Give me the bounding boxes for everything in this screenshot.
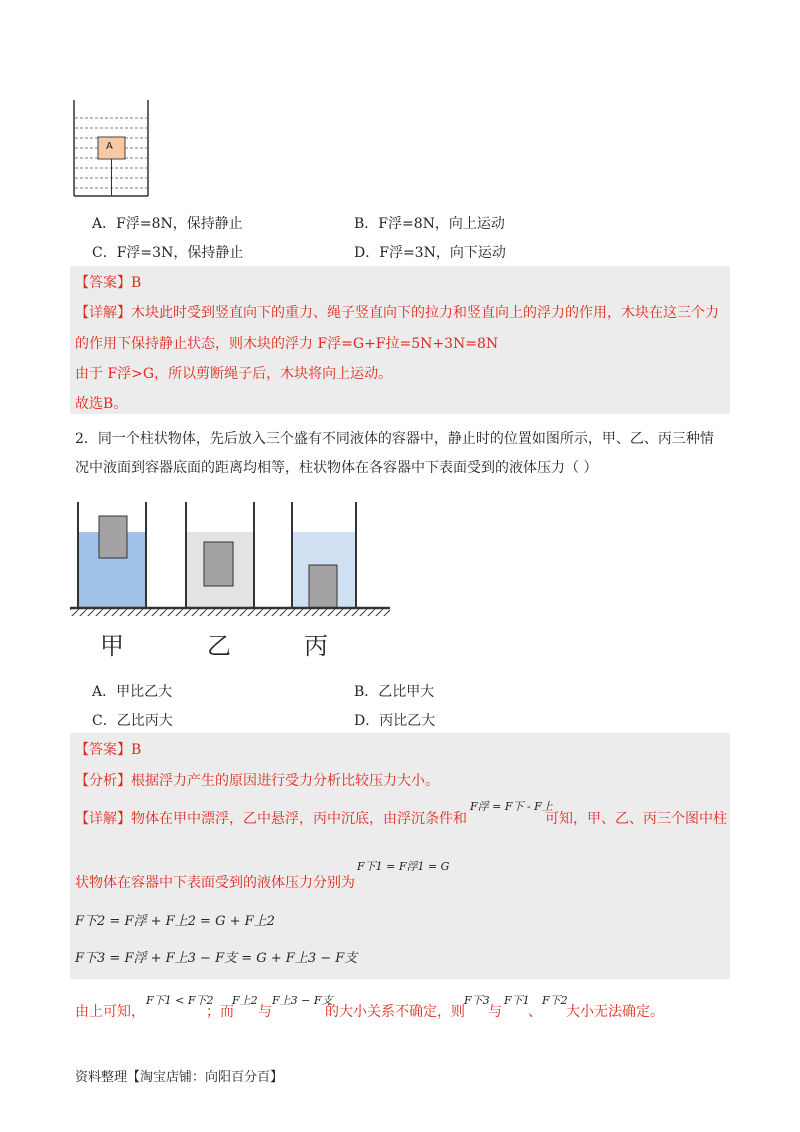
option-key: A．	[92, 684, 117, 700]
concl-formula-2: F上2	[232, 994, 258, 1007]
q2-option-d	[354, 710, 435, 730]
q2-detail-1a: 【详解】物体在甲中漂浮，乙中悬浮，丙中沉底，由浮沉条件和	[75, 811, 467, 827]
option-key: D．	[354, 713, 380, 729]
q1-detail-4: 故选B。	[75, 396, 128, 412]
formula-f3: F下3 = F浮 + F上3 − F支 = G + F上3 − F支	[75, 951, 358, 966]
q1-option-c	[92, 242, 243, 262]
q2-conclusion-d: 的大小关系不确定，则	[325, 1004, 465, 1020]
option-text: F浮=8N，向上运动	[378, 216, 505, 232]
q1-detail-1: 【详解】木块此时受到竖直向下的重力、绳子竖直向下的拉力和竖直向上的浮力的作用，木块在这三个力	[75, 305, 719, 321]
q2-conclusion-e: 与	[488, 1004, 502, 1020]
q2-detail-2a: 状物体在容器中下表面受到的液体压力分别为	[75, 875, 355, 891]
option-key: B．	[354, 684, 379, 700]
q1-option-d	[354, 242, 506, 262]
concl-formula-1: F下1 < F下2	[146, 994, 214, 1007]
q2-answer: 【答案】B	[75, 742, 142, 758]
q2-stem-1: 2．同一个柱状物体，先后放入三个盛有不同液体的容器中，静止时的位置如图所示，甲、乙、丙三种情	[75, 431, 714, 447]
option-text: F浮=3N，向下运动	[379, 245, 506, 261]
option-text: 丙比乙大	[379, 713, 436, 729]
q2-option-b	[354, 681, 434, 701]
q2-analysis: 【分析】根据浮力产生的原因进行受力分析比较压力大小。	[75, 773, 439, 789]
option-key: C．	[92, 713, 117, 729]
q2-conclusion-b: ；而	[206, 1004, 234, 1020]
containers-figure	[70, 498, 395, 618]
q1-detail-2: 的作用下保持静止状态，则木块的浮力 F浮=G+F拉=5N+3N=8N	[75, 336, 499, 352]
option-text: F浮=3N，保持静止	[116, 245, 244, 261]
q1-answer: 【答案】B	[75, 275, 142, 291]
q2-stem-2: 况中液面到容器底面的距离均相等，柱状物体在各容器中下表面受到的液体压力（ ）	[75, 460, 598, 476]
q1-option-b	[354, 213, 505, 233]
q2-detail-1b: 可知，甲、乙、丙三个图中柱	[545, 811, 727, 827]
formula-buoyancy: F浮 = F下 - F上	[470, 800, 553, 813]
option-text: 乙比甲大	[378, 684, 435, 700]
formula-f2: F下2 = F浮 + F上2 = G + F上2	[75, 914, 275, 929]
footer-source: 资料整理【淘宝店铺：向阳百分百】	[75, 1070, 284, 1085]
option-key: B．	[354, 216, 379, 232]
container-label-jia: 甲	[100, 632, 124, 660]
option-key: C．	[92, 245, 117, 261]
option-key: A．	[92, 216, 117, 232]
q1-option-a	[92, 213, 243, 233]
option-key: D．	[354, 245, 380, 261]
q2-option-c	[92, 710, 173, 730]
concl-formula-5: F下1	[504, 994, 530, 1007]
q2-conclusion-a: 由上可知，	[75, 1004, 145, 1020]
concl-formula-6: F下2	[542, 994, 568, 1007]
q1-detail-3: 由于 F浮>G，所以剪断绳子后，木块将向上运动。	[75, 366, 393, 382]
option-text: 甲比乙大	[116, 684, 173, 700]
option-text: F浮=8N，保持静止	[116, 216, 243, 232]
option-text: 乙比丙大	[116, 713, 173, 729]
block-label: A	[106, 141, 113, 152]
q2-option-a	[92, 681, 172, 701]
q2-conclusion-f: 、	[528, 1004, 542, 1020]
concl-formula-4: F下3	[464, 994, 490, 1007]
formula-f1: F下1 = F浮1 = G	[357, 860, 450, 873]
container-label-bing: 丙	[304, 632, 328, 660]
container-label-yi: 乙	[207, 632, 231, 660]
q2-conclusion-c: 与	[258, 1004, 272, 1020]
concl-formula-3: F上3 − F支	[272, 994, 333, 1007]
q2-conclusion-g: 大小无法确定。	[566, 1004, 664, 1020]
